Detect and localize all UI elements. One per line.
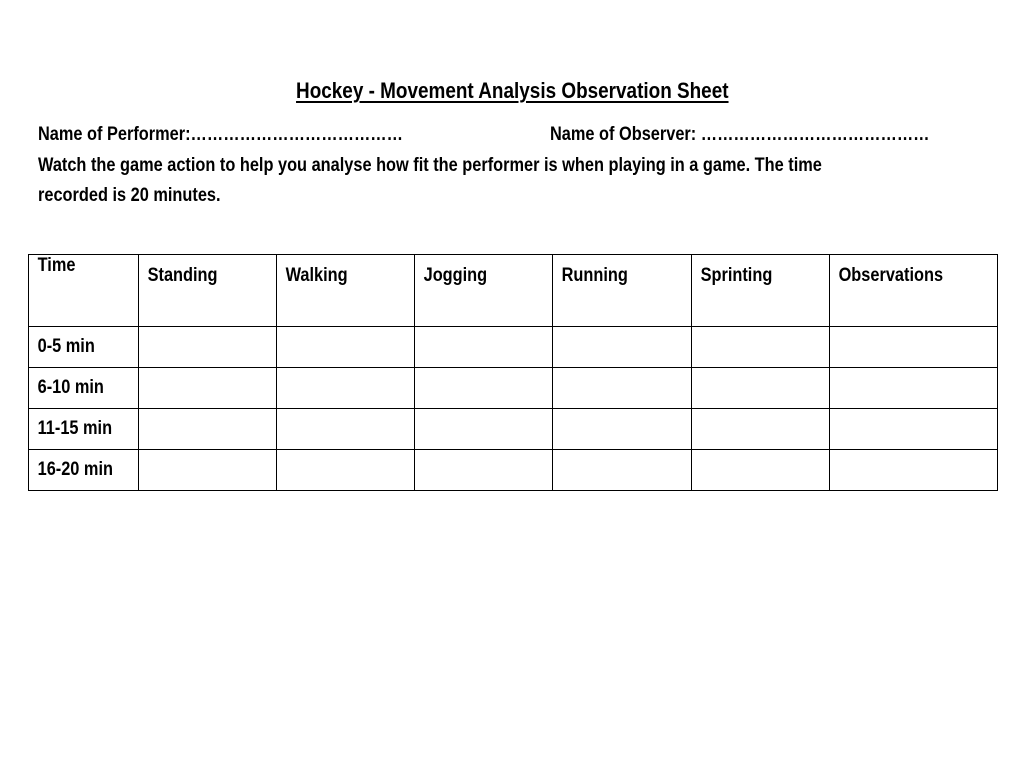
running-cell[interactable] [553,327,692,368]
observation-table [28,254,998,491]
time-label-cell: 0-5 min [29,327,139,368]
column-header-jogging: Jogging [415,255,553,327]
jogging-cell[interactable] [415,409,553,450]
column-header-time: Time [29,255,139,327]
performer-name-line[interactable]: Name of Performer:………………………………… [38,124,403,145]
sprinting-cell[interactable] [692,368,830,409]
standing-cell[interactable] [139,450,277,491]
jogging-cell[interactable] [415,368,553,409]
standing-cell[interactable] [139,327,277,368]
table-row [29,450,998,491]
sprinting-cell[interactable] [692,327,830,368]
observations-cell[interactable] [830,368,998,409]
observations-cell[interactable] [830,450,998,491]
walking-cell[interactable] [277,450,415,491]
instructions-line-1: Watch the game action to help you analyse how fit the performer is when playing in a game. The time [38,155,822,176]
column-header-walking: Walking [277,255,415,327]
running-cell[interactable] [553,368,692,409]
column-header-running: Running [553,255,692,327]
observations-cell[interactable] [830,409,998,450]
standing-cell[interactable] [139,368,277,409]
walking-cell[interactable] [277,327,415,368]
sprinting-cell[interactable] [692,450,830,491]
standing-cell[interactable] [139,409,277,450]
instructions-line-2: recorded is 20 minutes. [38,185,221,206]
column-header-observations: Observations [830,255,998,327]
column-header-sprinting: Sprinting [692,255,830,327]
sprinting-cell[interactable] [692,409,830,450]
observer-name-line[interactable]: Name of Observer: …………………………………… [550,124,930,145]
walking-cell[interactable] [277,409,415,450]
observations-cell[interactable] [830,327,998,368]
jogging-cell[interactable] [415,327,553,368]
table-header-row [29,255,998,327]
table-row [29,368,998,409]
table-row [29,327,998,368]
page-title: Hockey - Movement Analysis Observation Sheet [296,78,729,103]
column-header-standing: Standing [139,255,277,327]
time-label-cell: 16-20 min [29,450,139,491]
jogging-cell[interactable] [415,450,553,491]
time-label-cell: 6-10 min [29,368,139,409]
walking-cell[interactable] [277,368,415,409]
running-cell[interactable] [553,409,692,450]
time-label-cell: 11-15 min [29,409,139,450]
running-cell[interactable] [553,450,692,491]
table-row [29,409,998,450]
